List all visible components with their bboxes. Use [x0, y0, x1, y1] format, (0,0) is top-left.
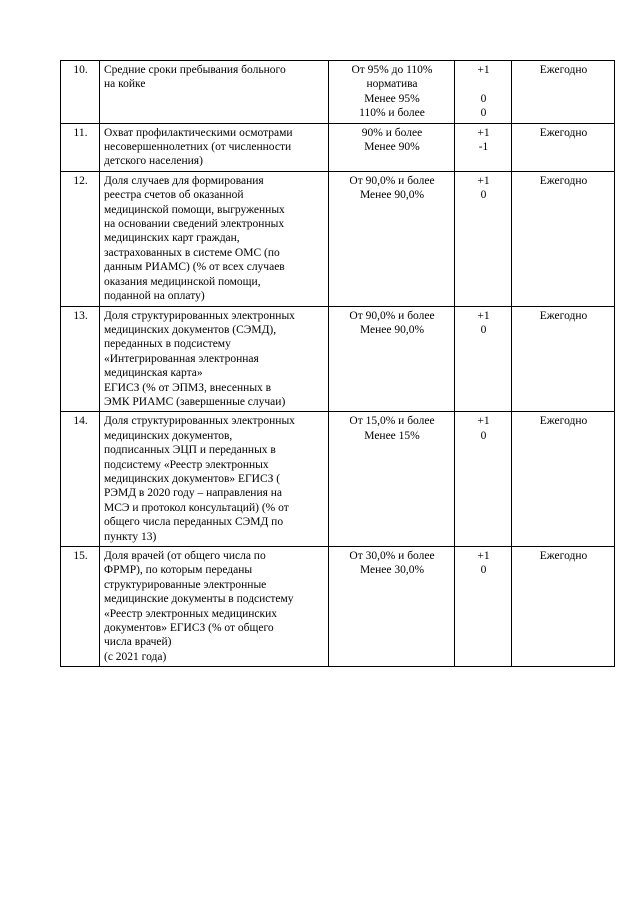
criteria-cell-line: От 15,0% и более: [349, 415, 435, 428]
score-cell-line: 0: [480, 323, 487, 336]
criteria-cell-line: От 30,0% и более: [349, 550, 435, 562]
indicator-name: [100, 171, 329, 306]
indicator-name-line: застрахованных в системе ОМС (по: [104, 246, 280, 259]
period-cell: Ежегодно: [512, 61, 615, 124]
indicator-name-line: документов» ЕГИСЗ (% от общего: [104, 622, 274, 635]
criteria-cell-line: Менее 90,0%: [359, 323, 425, 336]
table-row: [61, 123, 615, 171]
indicator-name-line: «Реестр электронных медицинских: [104, 607, 278, 620]
criteria-cell: [329, 547, 455, 667]
indicator-name-line: Доля случаев для формирования: [104, 174, 264, 187]
score-cell: [455, 123, 512, 171]
indicator-name-line: медицинской помощи, выгруженных: [104, 203, 285, 216]
row-number: 13.: [61, 306, 100, 412]
indicator-name: [100, 547, 329, 667]
table-row: [61, 412, 615, 547]
indicator-name-line: Охват профилактическими осмотрами: [104, 126, 293, 139]
score-cell-line: 0: [480, 92, 487, 105]
score-cell-line: 0: [480, 107, 487, 120]
score-cell-line: +1: [477, 550, 490, 562]
score-cell-line: 0: [480, 429, 487, 442]
period-cell: Ежегодно: [512, 123, 615, 171]
indicator-name-line: медицинских карт граждан,: [104, 232, 240, 245]
period-cell: Ежегодно: [512, 412, 615, 547]
indicator-name-line: медицинских документов,: [104, 429, 233, 442]
indicator-name-line: несовершеннолетних (от численности: [104, 141, 292, 154]
indicator-name-line: пункту 13): [104, 530, 157, 543]
score-cell-line: +1: [477, 415, 490, 428]
period-cell: Ежегодно: [512, 306, 615, 412]
indicator-name-line: данным РИАМС) (% от всех случаев: [104, 261, 285, 274]
indicators-table-body: [61, 61, 615, 667]
score-cell: [455, 306, 512, 412]
table-row: [61, 61, 615, 124]
indicator-name-line: Средние сроки пребывания больного: [104, 64, 286, 76]
criteria-cell-line: От 90,0% и более: [349, 309, 435, 322]
criteria-cell: [329, 123, 455, 171]
criteria-cell-line: 90% и более: [361, 126, 423, 139]
row-number: 15.: [61, 547, 100, 667]
indicator-name-line: медицинская карта»: [104, 367, 203, 380]
score-cell-line: +1: [477, 309, 490, 322]
period-cell: Ежегодно: [512, 171, 615, 306]
indicator-name-line: Доля структурированных электронных: [104, 415, 295, 428]
table-row: [61, 306, 615, 412]
score-cell-line: 0: [480, 189, 487, 202]
score-cell: [455, 547, 512, 667]
score-cell-line: +1: [477, 126, 490, 139]
indicator-name-line: общего числа переданных СЭМД по: [104, 516, 284, 529]
period-cell: Ежегодно: [512, 547, 615, 667]
score-cell-line: +1: [477, 174, 490, 187]
indicator-name-line: реестра счетов об оказанной: [104, 189, 244, 202]
row-number: 10.: [61, 61, 100, 124]
indicator-name-line: РЭМД в 2020 году – направления на: [104, 487, 283, 500]
score-cell-line: [459, 77, 508, 91]
score-cell: [455, 61, 512, 124]
indicator-name-line: на основании сведений электронных: [104, 218, 285, 231]
criteria-cell-line: От 90,0% и более: [349, 174, 435, 187]
indicator-name-line: МСЭ и протокол консультаций) (% от: [104, 501, 289, 514]
criteria-cell: [329, 61, 455, 124]
indicator-name-line: подсистему «Реестр электронных: [104, 458, 269, 471]
indicator-name-line: «Интегрированная электронная: [104, 352, 259, 365]
criteria-cell: [329, 306, 455, 412]
indicator-name-line: (с 2021 года): [104, 650, 167, 663]
criteria-cell-line: 110% и более: [359, 107, 425, 120]
indicator-name-line: Доля структурированных электронных: [104, 309, 295, 322]
table-row: [61, 547, 615, 667]
indicator-name-line: детского населения): [104, 155, 203, 168]
criteria-cell-line: Менее 90,0%: [359, 189, 425, 202]
indicator-name-line: поданной на оплату): [104, 290, 205, 303]
indicator-name-line: медицинские документы в подсистему: [104, 593, 294, 606]
indicator-name-line: на койке: [104, 78, 146, 91]
score-cell-line: -1: [478, 141, 489, 154]
indicator-name-line: ЕГИСЗ (% от ЭПМЗ, внесенных в: [104, 381, 272, 394]
indicator-name: [100, 306, 329, 412]
indicator-name-line: ЭМК РИАМС (завершенные случаи): [104, 395, 286, 408]
row-number: 12.: [61, 171, 100, 306]
score-cell: [455, 412, 512, 547]
indicator-name-line: медицинских документов (СЭМД),: [104, 323, 277, 336]
score-cell-line: 0: [480, 564, 487, 577]
indicator-name-line: ФРМР), по которым переданы: [104, 564, 253, 577]
score-cell: [455, 171, 512, 306]
indicator-name: [100, 61, 329, 124]
indicator-name: [100, 123, 329, 171]
table-row: [61, 171, 615, 306]
criteria-cell-line: Менее 95%: [364, 92, 420, 105]
criteria-cell: [329, 171, 455, 306]
indicators-table: [60, 60, 615, 667]
criteria-cell-line: Менее 90%: [364, 141, 420, 154]
score-cell-line: +1: [477, 64, 490, 76]
row-number: 14.: [61, 412, 100, 547]
indicator-name-line: структурированные электронные: [104, 578, 267, 591]
row-number: 11.: [61, 123, 100, 171]
indicator-name: [100, 412, 329, 547]
indicator-name-line: Доля врачей (от общего числа по: [104, 550, 266, 562]
indicator-name-line: переданных в подсистему: [104, 338, 231, 351]
criteria-cell-line: Менее 30,0%: [359, 564, 425, 577]
indicator-name-line: числа врачей): [104, 636, 172, 649]
criteria-cell-line: От 95% до 110%: [351, 64, 433, 76]
indicator-name-line: оказания медицинской помощи,: [104, 275, 261, 288]
indicator-name-line: медицинских документов» ЕГИСЗ (: [104, 472, 281, 485]
indicator-name-line: подписанных ЭЦП и переданных в: [104, 444, 276, 457]
criteria-cell-line: норматива: [366, 78, 418, 91]
criteria-cell: [329, 412, 455, 547]
criteria-cell-line: Менее 15%: [364, 429, 420, 442]
